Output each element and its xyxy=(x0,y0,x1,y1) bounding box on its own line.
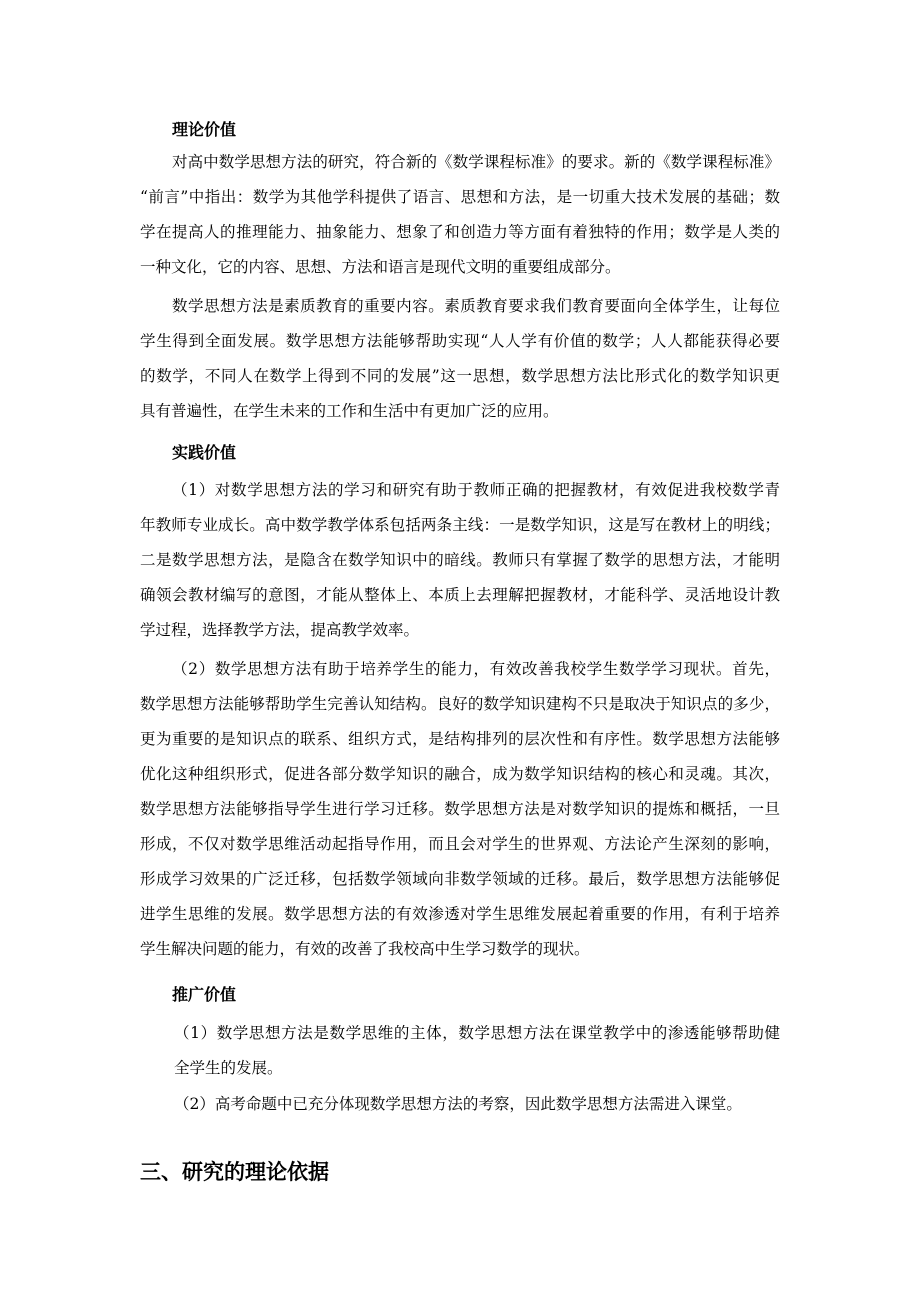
text-line: 学生解决问题的能力，有效的改善了我校高中生学习数学的现状。 xyxy=(140,940,590,958)
paragraph-practice-1 xyxy=(140,473,780,648)
text-line: “前言”中指出：数学为其他学科提供了语言、思想和方法，是一切重大技术发展的基础；数 xyxy=(140,188,780,206)
paragraph-promotion-2 xyxy=(174,1087,780,1122)
text-line: （1）数学思想方法是数学思维的主体，数学思想方法在课堂教学中的渗透能够帮助健 xyxy=(174,1024,780,1042)
text-line: 形成学习效果的广泛迁移，包括数学领域向非数学领域的迁移。最后，数学思想方法能够促 xyxy=(140,870,780,888)
text-line: 学过程，选择教学方法，提高教学效率。 xyxy=(140,621,420,639)
text-line: 二是数学思想方法，是隐含在数学知识中的暗线。教师只有掌握了数学的思想方法，才能明 xyxy=(140,551,780,569)
text-line: 具有普遍性，在学生未来的工作和生活中有更加广泛的应用。 xyxy=(140,402,559,420)
text-line: 数学思想方法能够帮助学生完善认知结构。良好的数学知识建构不只是取决于知识点的多少， xyxy=(140,695,780,713)
text-line: 年教师专业成长。高中数学教学体系包括两条主线：一是数学知识，这是写在教材上的明线； xyxy=(140,516,780,534)
text-line: 学生得到全面发展。数学思想方法能够帮助实现“人人学有价值的数学；人人都能获得必要 xyxy=(140,332,780,350)
paragraph-promotion-1 xyxy=(174,1016,780,1086)
text-line: 对高中数学思想方法的研究，符合新的《数学课程标准》的要求。新的《数学课程标准》 xyxy=(172,153,780,171)
section-heading-theoretical-basis: 三、研究的理论依据 xyxy=(140,1159,329,1184)
text-line: 的数学，不同人在数学上得到不同的发展”这一思想，数学思想方法比形式化的数学知识更 xyxy=(140,367,780,385)
text-line: 一种文化，它的内容、思想、方法和语言是现代文明的重要组成部分。 xyxy=(140,258,621,276)
text-line: 全学生的发展。 xyxy=(174,1059,283,1077)
text-line: 数学思想方法能够指导学生进行学习迁移。数学思想方法是对数学知识的提炼和概括，一旦 xyxy=(140,800,780,818)
subheading-theory-value: 理论价值 xyxy=(172,120,237,139)
subheading-practice-value: 实践价值 xyxy=(172,443,237,462)
paragraph-theory-1 xyxy=(140,145,780,285)
text-line: （2）数学思想方法有助于培养学生的能力，有效改善我校学生数学学习现状。首先， xyxy=(172,660,780,678)
text-line: （1）对数学思想方法的学习和研究有助于教师正确的把握教材，有效促进我校数学青 xyxy=(172,481,780,499)
text-line: 进学生思维的发展。数学思想方法的有效渗透对学生思维发展起着重要的作用，有利于培养 xyxy=(140,905,780,923)
subheading-promotion-value: 推广价值 xyxy=(172,985,237,1004)
paragraph-practice-2 xyxy=(140,652,780,967)
text-line: 更为重要的是知识点的联系、组织方式，是结构排列的层次性和有序性。数学思想方法能够 xyxy=(140,730,780,748)
text-line: 确领会教材编写的意图，才能从整体上、本质上去理解把握教材，才能科学、灵活地设计教 xyxy=(140,586,780,604)
paragraph-theory-2 xyxy=(140,289,780,429)
text-line: 优化这种组织形式，促进各部分数学知识的融合，成为数学知识结构的核心和灵魂。其次， xyxy=(140,765,780,783)
text-line: 数学思想方法是素质教育的重要内容。素质教育要求我们教育要面向全体学生，让每位 xyxy=(172,297,780,315)
text-line: （2）高考命题中已充分体现数学思想方法的考察，因此数学思想方法需进入课堂。 xyxy=(174,1095,742,1113)
text-line: 形成，不仅对数学思维活动起指导作用，而且会对学生的世界观、方法论产生深刻的影响， xyxy=(140,835,780,853)
text-line: 学在提高人的推理能力、抽象能力、想象了和创造力等方面有着独特的作用；数学是人类的 xyxy=(140,223,780,241)
